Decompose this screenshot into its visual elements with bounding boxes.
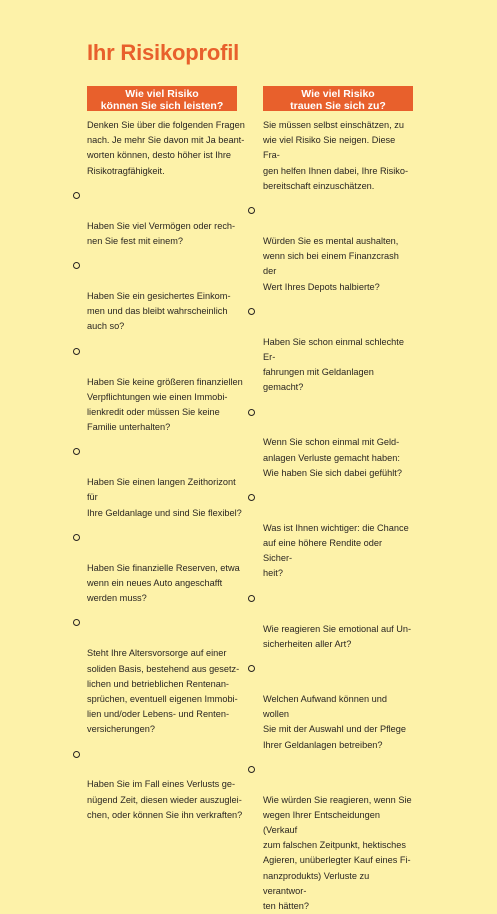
list-item	[263, 204, 413, 295]
risk-capacity-question-list	[87, 188, 247, 823]
question-text: Was ist Ihnen wichtiger: die Chance auf eine höhere Rendite oder Sicher- heit?	[263, 522, 409, 579]
circle-bullet-icon	[248, 595, 255, 602]
list-item	[263, 762, 413, 914]
risk-capacity-column	[87, 86, 247, 823]
list-item	[263, 405, 413, 481]
question-text: Haben Sie ein gesichertes Einkom- men und das bleibt wahrscheinlich auch so?	[87, 291, 231, 332]
question-text: Haben Sie finanzielle Reserven, etwa wenn ein neues Auto angeschafft werden muss?	[87, 562, 240, 604]
circle-bullet-icon	[73, 262, 80, 269]
circle-bullet-icon	[73, 751, 80, 758]
risk-capacity-intro: Denken Sie über die folgenden Fragen nach. Je mehr Sie davon mit Ja beant- worten können, desto höher ist Ihre Risikotragfähigkeit.	[87, 120, 245, 176]
list-item	[263, 662, 413, 753]
circle-bullet-icon	[248, 665, 255, 672]
circle-bullet-icon	[248, 207, 255, 214]
question-text: Haben Sie im Fall eines Verlusts ge- nügend Zeit, diesen wieder auszuglei- chen, oder können Sie ihn verkraften?	[87, 779, 243, 820]
risk-capacity-header	[87, 86, 237, 111]
list-item	[87, 616, 247, 738]
circle-bullet-icon	[73, 534, 80, 541]
list-item	[87, 188, 247, 249]
circle-bullet-icon	[248, 308, 255, 315]
risk-tolerance-question-list	[263, 204, 413, 914]
circle-bullet-icon	[73, 348, 80, 355]
circle-bullet-icon	[248, 409, 255, 416]
question-text: Haben Sie einen langen Zeithorizont für Ihre Geldanlage und sind Sie flexibel?	[87, 477, 242, 518]
question-text: Wie würden Sie reagieren, wenn Sie wegen Ihrer Entscheidungen (Verkauf zum falschen Zeitpunkt, hektisches Agieren, unüberlegter Kauf eines Fi- nanzprodukts) Verluste zu verantwor- ten hätten?	[263, 794, 412, 912]
question-text: Wenn Sie schon einmal mit Geld- anlagen Verluste gemacht haben: Wie haben Sie sich dabei gefühlt?	[263, 437, 402, 478]
list-item	[87, 530, 247, 606]
risk-tolerance-column	[263, 86, 413, 914]
list-item	[263, 490, 413, 581]
list-item	[263, 591, 413, 652]
circle-bullet-icon	[73, 192, 80, 199]
question-text: Haben Sie keine größeren finanziellen Verpflichtungen wie einen Immobi- lienkredit oder müssen Sie keine Familie unterhalten?	[87, 376, 243, 433]
question-text: Würden Sie es mental aushalten, wenn sich bei einem Finanzcrash der Wert Ihres Depots halbierte?	[263, 235, 399, 292]
question-text: Steht Ihre Altersvorsorge auf einer soliden Basis, bestehend aus gesetz- lichen und betrieblichen Rentenan- sprüchen, eventuell eigenen Immobi- lien und/oder Lebens- und Renten- versicherungen?	[87, 648, 240, 735]
circle-bullet-icon	[248, 494, 255, 501]
question-text: Haben Sie schon einmal schlechte Er- fahrungen mit Geldanlagen gemacht?	[263, 336, 404, 393]
list-item	[87, 344, 247, 435]
list-item	[87, 445, 247, 521]
circle-bullet-icon	[73, 619, 80, 626]
list-item	[87, 259, 247, 335]
question-text: Welchen Aufwand können und wollen Sie mit der Auswahl und der Pflege Ihrer Geldanlagen betreiben?	[263, 693, 406, 750]
circle-bullet-icon	[248, 766, 255, 773]
risk-tolerance-intro: Sie müssen selbst einschätzen, zu wie viel Risiko Sie neigen. Diese Fra- gen helfen Ihnen dabei, Ihre Risiko- bereitschaft einzuschätzen.	[263, 120, 409, 191]
page-title: Ihr Risikoprofil	[87, 40, 240, 65]
question-text: Wie reagieren Sie emotional auf Un- sicherheiten aller Art?	[263, 623, 412, 649]
list-item	[263, 304, 413, 395]
risk-tolerance-header-text: Wie viel Risiko trauen Sie sich zu?	[290, 88, 386, 112]
risk-tolerance-header	[263, 86, 413, 111]
circle-bullet-icon	[73, 448, 80, 455]
risk-capacity-header-text: Wie viel Risiko können Sie sich leisten?	[100, 88, 224, 112]
question-text: Haben Sie viel Vermögen oder rech- nen Sie fest mit einem?	[87, 220, 236, 246]
list-item	[87, 747, 247, 823]
